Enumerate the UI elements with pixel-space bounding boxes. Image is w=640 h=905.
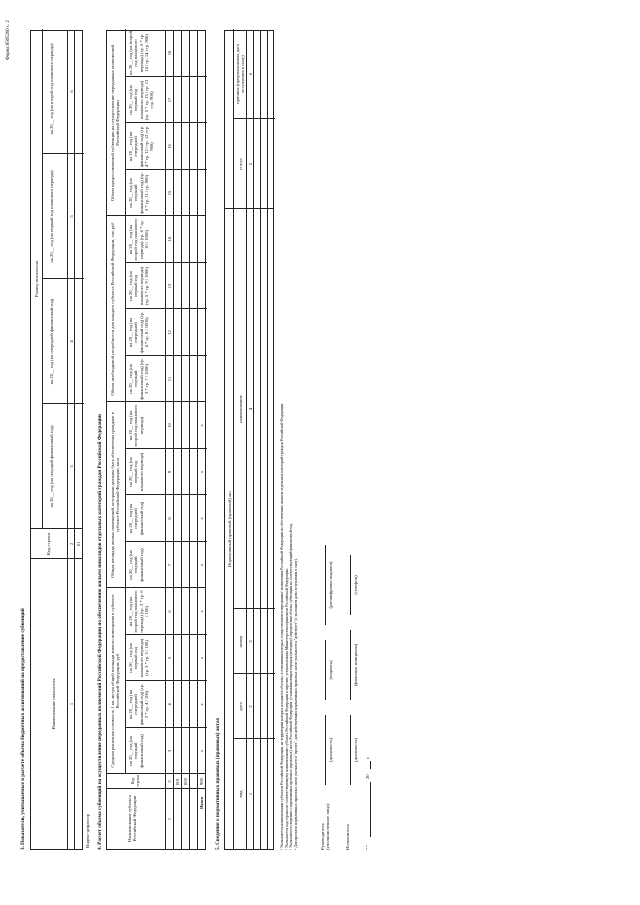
num-6: 6 [68,90,74,93]
s4-num-16: 16 [167,144,172,149]
area-col-3: на 20__ год (на первый год планового периода) [128,452,144,492]
num-3: 3 [68,465,74,468]
footnote-2: ² Указывается код строки по соответствующему наименованию субъекта Российской Федерации в перечне, установленном Министерством финансов Российской Федерации. [284,568,289,850]
s5-num-6: 6 [247,72,253,76]
s4-num-1: 1 [167,817,172,821]
row-code: 01 [76,541,81,547]
section5-table [224,30,274,850]
executor-label: Исполнитель [345,824,350,850]
total-x: x [199,610,204,613]
section3-title: 3. Показатели, учитываемые в расчете объема бюджетных ассигнований на предоставление субвенций [20,608,26,850]
s4-num-9: 9 [167,470,172,474]
area-col-4: на 20__ год (на второй год планового периода) [128,404,144,447]
head-label: Руководитель (уполномоченное лицо) [320,803,331,850]
cost-col-3: на 20__ год (на первый год планового периода) (гр. 3 * гр. 5 / 100) [128,638,149,678]
note-label: Индекс-дефлятор [85,813,90,848]
area-col-1: на 20__ год (на текущий финансовый год) [128,548,144,582]
cost-col-4: на 20__ год (на второй год планового периода) (гр. 3 * гр. 6 / 100) [128,590,149,633]
s4-num-3: 3 [167,749,172,753]
row-code-2: 002 [183,778,188,785]
s5-num-4: 4 [247,407,253,411]
s4-num-14: 14 [167,237,172,242]
s4-num-5: 5 [167,656,172,660]
s4-num-15: 15 [167,190,172,196]
s4-num-2: 2 [167,780,172,783]
total-x: x [199,703,204,706]
cost-group: Средняя рыночная стоимость 1 кв. метра общей площади жилого помещения в субъекте Российской Федерации, руб [110,594,121,768]
need-col-3: на 20__ год (на первый год планового периода) (гр. 5 * гр. 9 / 1000) [128,266,149,306]
date-suffix: г. [365,756,370,759]
name-header: наименование [238,395,243,423]
col-y2-header: на 20__ год (на очередной финансовый год) [49,298,54,385]
s4-num-7: 7 [167,563,172,567]
state-header: причина (предполагаемая дата вступления в силу) [234,44,245,104]
cost-col-1: на 20__ год (на текущий финансовый год) [128,734,144,768]
col-y1-header: на 20__ год (на текущий финансовый год) [49,425,54,508]
date-year: 20 [365,774,370,779]
col-y4-header: на 20__ год (на второй год планового периода) [49,43,54,135]
subject-header: Наименование субъекта Российской Федерации [127,795,138,842]
total-code: 900 [199,778,204,785]
status-header: статус [238,157,243,171]
number-header: номер [238,635,243,648]
need-col-4: на 20__ год (на второй год планового периода) (гр. 6 * гр. 10 / 1000) [128,218,149,261]
s4-num-12: 12 [167,330,172,335]
section5-title: 5. Сведения о нормативных правовых (правовых) актах [215,717,221,850]
subv-col-3: на 20__ год (на первый год планового периода) (гр. 5 * гр. 13 / гр. 13 стр. 900) [128,79,155,121]
s4-num-8: 8 [167,517,172,520]
head-position: (должность) [328,737,333,763]
s5-num-1: 1 [247,792,253,796]
executor-fio: (фамилия, инициалы) [353,643,358,687]
need-col-2: на 20__ год (на очередной финансовый год) (гр. 4 * гр. 8 / 1000) [128,311,149,354]
footnote-1: ¹ Указываются наименования субъектов Российской Федерации, на территории которых находятся объекты, в отношении которых осуществляются переданные полномочия Российской Федерации по обеспечению жильем отдельных категорий граждан Российской Федерации. [280,402,284,850]
s5-num-3: 3 [247,640,253,643]
total-x: x [199,563,204,567]
total-x: x [199,470,204,474]
s4-num-11: 11 [167,376,172,382]
footnotes [280,30,298,850]
subv-col-2: на 20__ год (на очередной финансовый год) (гр. 4 * гр. 12 / гр. 12 стр. 900) [128,125,155,168]
num-2: 2 [68,542,74,546]
s4-num-4: 4 [167,703,172,706]
footnote-4: ⁴ Для проектов нормативных правовых актов указывается "проект", для действующих нормативных правовых актов указывается "действует" (с указанием даты вступления в силу). [293,558,298,850]
num-4: 4 [68,340,74,343]
col-code-header: Код строки [46,533,51,555]
subv-col-4: на 20__ год (на второй год планового периода) (гр. 6 * гр. 14 / гр. 14 стр. 900) [128,31,149,75]
head-signature: (подпись) [328,660,333,680]
s4-num-10: 10 [167,423,172,428]
head-decoding: (расшифровка подписи) [328,561,333,609]
executor-phone: (телефон) [353,575,358,595]
total-label: Итого [199,796,204,809]
section4-title: 4. Расчет объема субвенций на осуществление переданных полномочий Российской Федерации по обеспечению жильем инвалидов отдельных категорий граждан Российской Федерации [97,414,103,850]
num-5: 5 [68,215,74,218]
s4-num-17: 17 [167,97,172,103]
s4-num-18: 18 [167,50,172,56]
col-name-header: Наименование показателя [51,678,56,730]
num-1: 1 [68,702,74,706]
total-x: x [199,424,204,427]
footnote-3: ³ Указываются сведения о нормативных правовых (правовых) актах Российской Федерации, устанавливающих порядок (методику) определения объема субвенции на соответствующий финансовый год. [289,523,294,850]
date-header: дата [238,702,243,711]
section4-table [106,30,206,850]
s5-num-5: 5 [247,162,253,166]
code-header: Код строки [130,775,140,787]
s4-num-13: 13 [167,283,172,289]
form-label: Форма 0505260 с. 2 [6,20,11,60]
need-group: Объем необходимой потребности для каждого субъекта Российской Федерации, тыс.руб [110,222,115,396]
subv-group: Объем предоставляемой субвенции на осуществление переданных полномочий Российской Федерации [110,45,121,201]
date-prefix: " " [365,845,370,850]
area-group: Общая площадь жилых помещений, которыми должны быть обеспечены граждане в субъекте Российской Федерации, кв.м [110,412,121,578]
row-code-1: 001 [175,778,180,785]
s5-num-2: 2 [247,705,253,708]
act-group: Нормативный правовой (правовой) акт [226,490,232,568]
need-col-1: на 20__ год (на текущий финансовый год) (гр. 3 * гр. 7 / 1000) [128,358,149,400]
size-header: Размер показателя [34,261,39,297]
total-x: x [199,517,204,520]
executor-position: (должность) [353,737,358,763]
area-col-2: на 20__ год (на очередной финансовый год) [128,501,144,536]
s4-num-6: 6 [167,610,172,613]
type-header: вид [238,790,243,798]
col-y3-header: на 20__ год (на первый год планового периода) [49,170,54,263]
cost-col-2: на 20__ год (на очередной финансовый год) (гр. 3 * гр. 4 / 100) [128,683,149,726]
subv-col-1: на 20__ год (на текущий финансовый год) (гр. 3 * гр. 11 / гр. 900) [128,172,149,214]
section3-table [30,30,83,850]
total-x: x [199,749,204,753]
total-x: x [199,656,204,660]
